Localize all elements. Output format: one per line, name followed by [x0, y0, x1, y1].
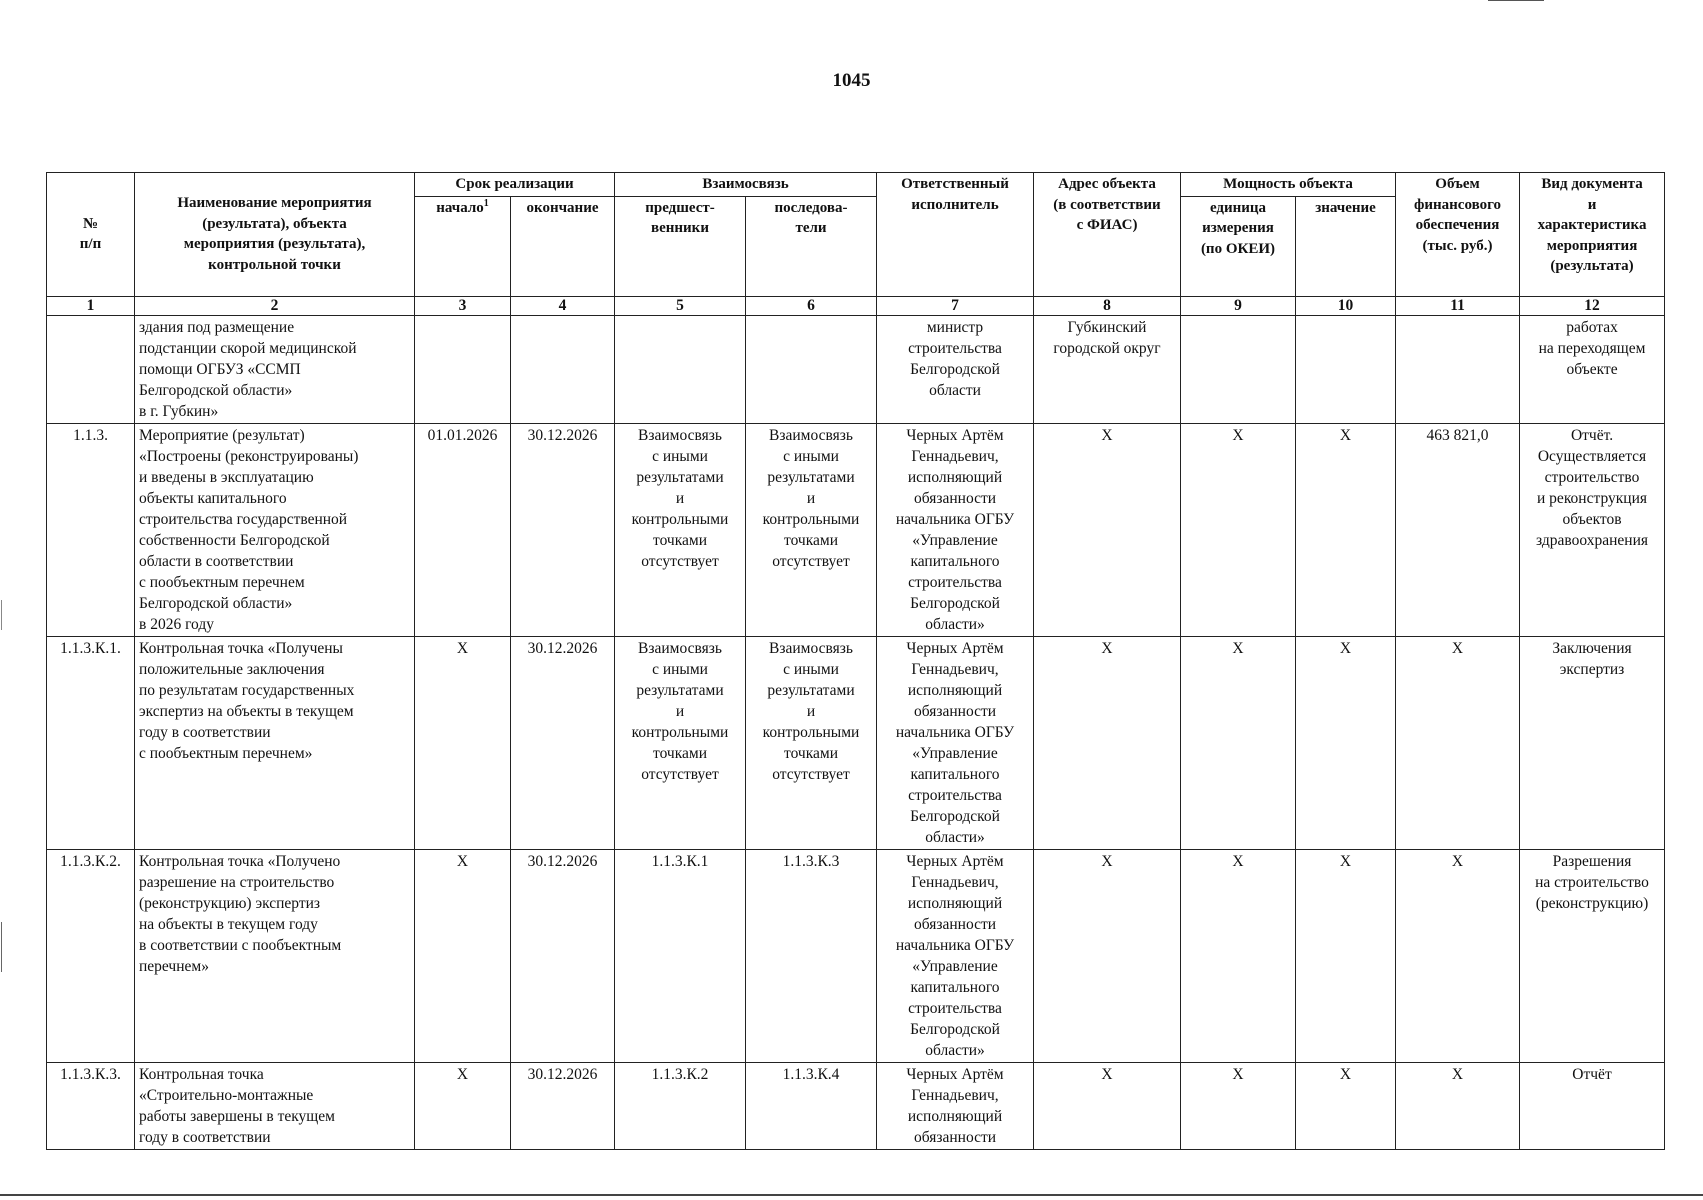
cell-end [511, 315, 615, 423]
cell-end: 30.12.2026 [511, 423, 615, 636]
cell-finance: 463 821,0 [1396, 423, 1520, 636]
header-value: значение [1296, 196, 1396, 296]
column-number: 12 [1520, 296, 1665, 315]
cell-successors: Взаимосвязь с иными результатами и контрольными точками отсутствует [746, 636, 877, 849]
cell-name: Контрольная точка «Строительно-монтажные работы завершены в текущем году в соответствии [135, 1062, 415, 1149]
footnote-mark: 1 [483, 197, 489, 209]
cell-predecessors: Взаимосвязь с иными результатами и контрольными точками отсутствует [615, 636, 746, 849]
cell-name: Контрольная точка «Получены положительные заключения по результатам государственных экспертиз на объекты в текущем году в соответствии с пообъектным перечнем» [135, 636, 415, 849]
cell-name: Мероприятие (результат) «Построены (реконструированы) и введены в эксплуатацию объекты капитального строительства государственной собственности Белгородской области в соответствии с пообъектным перечнем Белгородской области» в 2026 году [135, 423, 415, 636]
column-number: 3 [415, 296, 511, 315]
cell-unit: X [1181, 636, 1296, 849]
column-number: 6 [746, 296, 877, 315]
cell-num: 1.1.3. [47, 423, 135, 636]
cell-num: 1.1.3.К.2. [47, 849, 135, 1062]
cell-unit [1181, 315, 1296, 423]
table-row [47, 315, 1665, 423]
column-numbers-row [47, 296, 1665, 315]
cell-responsible: Черных Артём Геннадьевич, исполняющий обязанности начальника ОГБУ «Управление капитального строительства Белгородской области» [877, 636, 1034, 849]
header-name: Наименование мероприятия (результата), объекта мероприятия (результата), контрольной точки [135, 173, 415, 297]
cell-doc: Отчёт. Осуществляется строительство и реконструкция объектов здравоохранения [1520, 423, 1665, 636]
header-relations: Взаимосвязь [615, 173, 877, 197]
cell-doc: работах на переходящем объекте [1520, 315, 1665, 423]
cell-num: 1.1.3.К.3. [47, 1062, 135, 1149]
cell-successors: Взаимосвязь с иными результатами и контрольными точками отсутствует [746, 423, 877, 636]
column-number: 2 [135, 296, 415, 315]
cell-value: X [1296, 849, 1396, 1062]
cell-doc: Разрешения на строительство (реконструкцию) [1520, 849, 1665, 1062]
cell-address: X [1034, 636, 1181, 849]
scan-edge-mark [1, 922, 2, 972]
column-number: 5 [615, 296, 746, 315]
cell-responsible: Черных Артём Геннадьевич, исполняющий обязанности начальника ОГБУ «Управление капитального строительства Белгородской области» [877, 423, 1034, 636]
column-number: 9 [1181, 296, 1296, 315]
cell-predecessors: Взаимосвязь с иными результатами и контрольными точками отсутствует [615, 423, 746, 636]
cell-start: 01.01.2026 [415, 423, 511, 636]
column-number: 7 [877, 296, 1034, 315]
column-number: 4 [511, 296, 615, 315]
header-start-label: начало [436, 199, 484, 216]
cell-unit: X [1181, 849, 1296, 1062]
plan-table [46, 172, 1665, 1150]
cell-finance: X [1396, 849, 1520, 1062]
cell-doc: Отчёт [1520, 1062, 1665, 1149]
cell-num [47, 315, 135, 423]
header-period: Срок реализации [415, 173, 615, 197]
cell-responsible: Черных Артём Геннадьевич, исполняющий обязанности начальника ОГБУ «Управление капитального строительства Белгородской области» [877, 849, 1034, 1062]
cell-predecessors: 1.1.3.К.1 [615, 849, 746, 1062]
cell-finance: X [1396, 636, 1520, 849]
cell-start [415, 315, 511, 423]
cell-end: 30.12.2026 [511, 636, 615, 849]
header-responsible: Ответственный исполнитель [877, 173, 1034, 297]
header-finance: Объем финансового обеспечения (тыс. руб.) [1396, 173, 1520, 297]
cell-address: X [1034, 423, 1181, 636]
header-capacity: Мощность объекта [1181, 173, 1396, 197]
cell-predecessors: 1.1.3.К.2 [615, 1062, 746, 1149]
cell-responsible: Черных Артём Геннадьевич, исполняющий обязанности [877, 1062, 1034, 1149]
cell-finance: X [1396, 1062, 1520, 1149]
cell-address: X [1034, 1062, 1181, 1149]
table-row [47, 1062, 1665, 1149]
cell-end: 30.12.2026 [511, 1062, 615, 1149]
cell-doc: Заключения экспертиз [1520, 636, 1665, 849]
column-number: 1 [47, 296, 135, 315]
column-number: 8 [1034, 296, 1181, 315]
column-number: 11 [1396, 296, 1520, 315]
cell-successors: 1.1.3.К.3 [746, 849, 877, 1062]
header-doc: Вид документа и характеристика мероприятия (результата) [1520, 173, 1665, 297]
cell-end: 30.12.2026 [511, 849, 615, 1062]
header-start [415, 196, 511, 296]
table-row [47, 423, 1665, 636]
header-num: № п/п [47, 173, 135, 297]
header-end: окончание [511, 196, 615, 296]
header-address: Адрес объекта (в соответствии с ФИАС) [1034, 173, 1181, 297]
cell-name: здания под размещение подстанции скорой медицинской помощи ОГБУЗ «ССМП Белгородской области» в г. Губкин» [135, 315, 415, 423]
cell-name: Контрольная точка «Получено разрешение на строительство (реконструкцию) экспертиз на объекты в текущем году в соответствии с пообъектным перечнем» [135, 849, 415, 1062]
cell-finance [1396, 315, 1520, 423]
scan-edge-mark [1, 600, 2, 630]
header-predecessors: предшест- венники [615, 196, 746, 296]
bottom-rule [0, 1194, 1703, 1196]
page-number: 1045 [832, 70, 871, 91]
column-number: 10 [1296, 296, 1396, 315]
cell-value [1296, 315, 1396, 423]
cell-successors: 1.1.3.К.4 [746, 1062, 877, 1149]
cell-successors [746, 315, 877, 423]
cell-address: Губкинский городской округ [1034, 315, 1181, 423]
table-row [47, 636, 1665, 849]
cell-start: X [415, 849, 511, 1062]
header-successors: последова- тели [746, 196, 877, 296]
cell-start: X [415, 636, 511, 849]
top-rule [1488, 0, 1544, 1]
table-row [47, 849, 1665, 1062]
header-unit: единица измерения (по ОКЕИ) [1181, 196, 1296, 296]
cell-unit: X [1181, 423, 1296, 636]
cell-responsible: министр строительства Белгородской области [877, 315, 1034, 423]
cell-start: X [415, 1062, 511, 1149]
cell-address: X [1034, 849, 1181, 1062]
cell-unit: X [1181, 1062, 1296, 1149]
cell-value: X [1296, 636, 1396, 849]
cell-value: X [1296, 1062, 1396, 1149]
cell-value: X [1296, 423, 1396, 636]
header-row-1 [47, 173, 1665, 197]
cell-num: 1.1.3.К.1. [47, 636, 135, 849]
cell-predecessors [615, 315, 746, 423]
